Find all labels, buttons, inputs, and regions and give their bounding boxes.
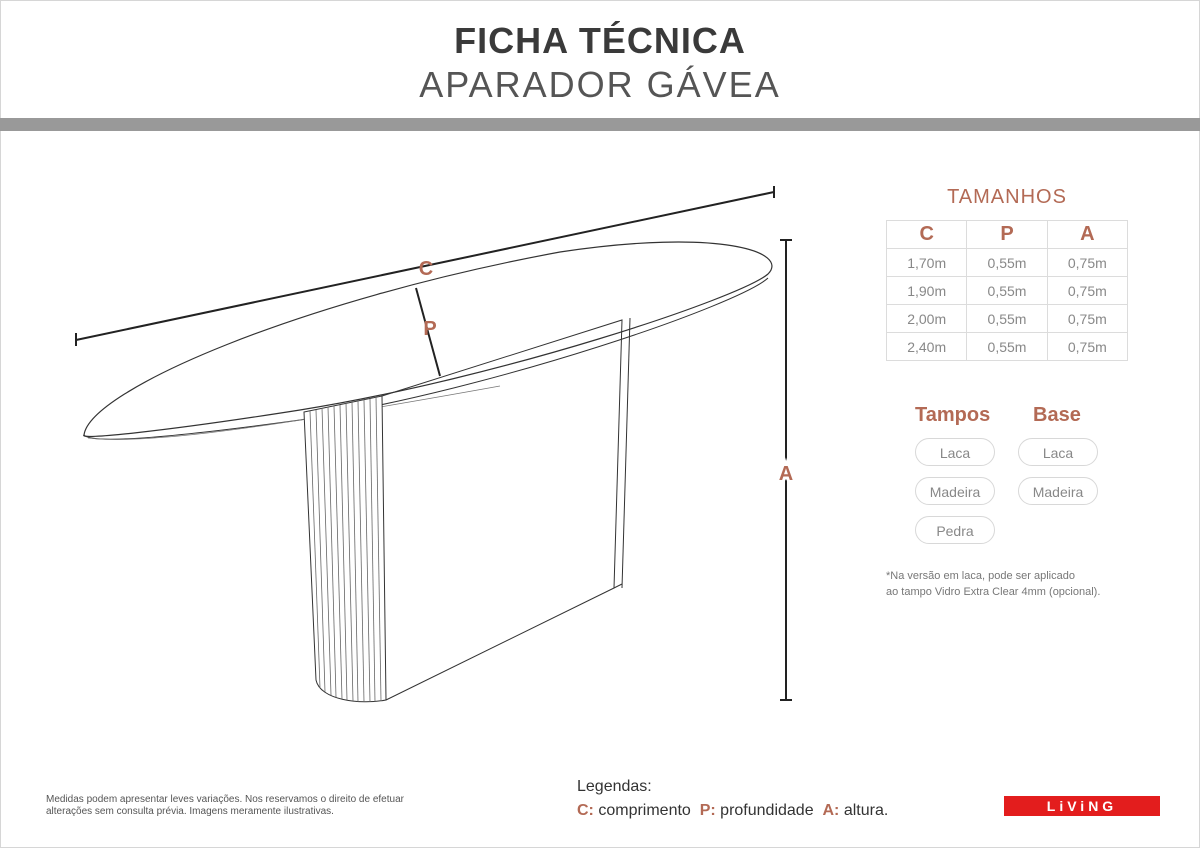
column-header-c: C — [887, 221, 967, 249]
living-logo: LiViNG — [1004, 796, 1160, 816]
table-row — [887, 333, 1128, 361]
cell-p: 0,55m — [967, 277, 1047, 305]
cell-a: 0,75m — [1047, 333, 1127, 361]
note-line: ao tampo Vidro Extra Clear 4mm (opcional). — [886, 586, 1101, 598]
legend-title: Legendas: — [577, 778, 652, 795]
product-drawing — [0, 140, 860, 760]
cell-a: 0,75m — [1047, 305, 1127, 333]
page-subtitle: APARADOR GÁVEA — [419, 64, 781, 105]
legend-key-c: C: — [577, 802, 594, 819]
cell-p: 0,55m — [967, 333, 1047, 361]
cell-a: 0,75m — [1047, 249, 1127, 277]
base-heading: Base — [1033, 404, 1081, 426]
base-option-madeira: Madeira — [1018, 477, 1098, 505]
label-c: C — [418, 258, 434, 280]
cell-c: 2,00m — [887, 305, 967, 333]
disclaimer — [46, 794, 526, 818]
disclaimer-line: alterações sem consulta prévia. Imagens meramente ilustrativas. — [46, 806, 334, 817]
cell-a: 0,75m — [1047, 277, 1127, 305]
cell-c: 1,70m — [887, 249, 967, 277]
label-a: A — [778, 463, 794, 485]
cell-c: 2,40m — [887, 333, 967, 361]
tampos-option-pedra: Pedra — [915, 516, 995, 544]
legend-text-a: altura. — [843, 802, 889, 819]
legend-key-p: P: — [699, 802, 716, 819]
cell-p: 0,55m — [967, 249, 1047, 277]
label-p: P — [423, 318, 437, 340]
sizes-table — [886, 220, 1128, 361]
cell-c: 1,90m — [887, 277, 967, 305]
tampos-option-laca: Laca — [915, 438, 995, 466]
laca-note — [886, 568, 1100, 600]
cell-p: 0,55m — [967, 305, 1047, 333]
table-row — [887, 249, 1128, 277]
tampos-heading: Tampos — [915, 404, 991, 426]
note-line: *Na versão em laca, pode ser aplicado — [886, 570, 1075, 582]
table-row — [887, 277, 1128, 305]
header-divider-bar — [0, 118, 1200, 131]
sizes-heading: TAMANHOS — [947, 186, 1067, 208]
column-header-a: A — [1047, 221, 1127, 249]
legend — [577, 802, 888, 820]
column-header-p: P — [967, 221, 1047, 249]
base-option-laca: Laca — [1018, 438, 1098, 466]
legend-text-p: profundidade — [720, 802, 814, 819]
table-row — [887, 305, 1128, 333]
legend-text-c: comprimento — [598, 802, 691, 819]
disclaimer-line: Medidas podem apresentar leves variações. Nos reservamos o direito de efetuar — [46, 794, 404, 805]
page-title: FICHA TÉCNICA — [454, 20, 746, 61]
sizes-header-row — [887, 221, 1128, 249]
legend-key-a: A: — [822, 802, 840, 819]
tampos-option-madeira: Madeira — [915, 477, 995, 505]
